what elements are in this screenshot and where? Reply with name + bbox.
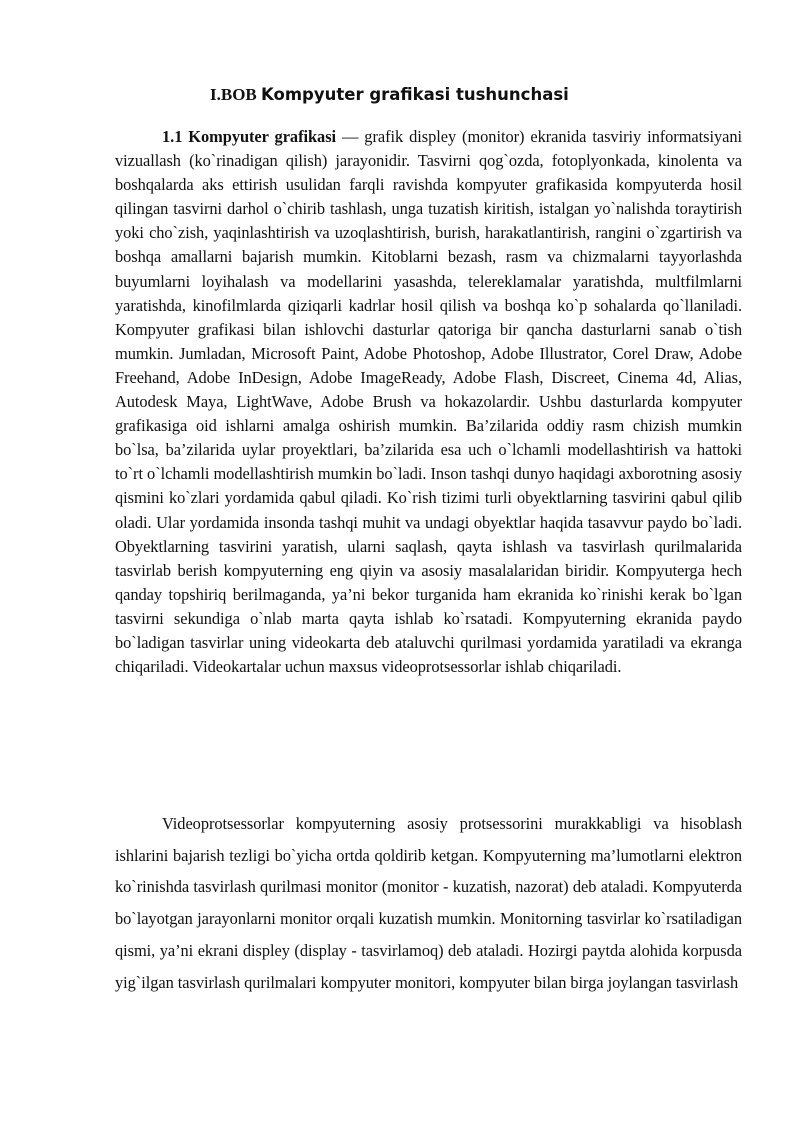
chapter-title-text: Kompyuter grafikasi tushunchasi	[261, 85, 569, 104]
paragraph-2-text: Videoprotsessorlar kompyuterning asosiy protsessorini murakkabligi va hisoblash ishlarini bajarish tezligi bo`yicha ortda qoldirib ketgan. Kompyuterning ma’lumotlarni elektron ko`rinishda tasvirlash qurilmasi monitor (monitor - kuzatish, nazorat) deb ataladi. Kompyuterda bo`layotgan jarayonlarni monitor orqali kuzatish mumkin. Monitorning tasvirlar ko`rsatiladigan qismi, ya’ni ekrani displey (display - tasvirlamoq) deb ataladi. Hozirgi paytda alohida korpusda yig`ilgan tasvirlash qurilmalari kompyuter monitori, kompyuter bilan birga joylangan tasvirlash	[115, 814, 742, 992]
paragraph-1	[115, 125, 742, 679]
chapter-number: I.BOB	[210, 85, 257, 104]
paragraph-1-text: — grafik displey (monitor) ekranida tasviriy informatsiyani vizuallash (ko`rinadigan qilish) jarayonidir. Tasvirni qog`ozda, fotoplyonkada, kinolenta va boshqalarda aks ettirish usulidan farqli ravishda kompyuter grafikasida kompyuterda hosil qilingan tasvirni darhol o`chirib tashlash, unga tuzatish kiritish, istalgan yo`nalishda toraytirish yoki cho`zish, yaqinlashtirish va uzoqlashtirish, burish, harakatlantirish, rangini o`zgartirish va boshqa amallarni bajarish mumkin. Kitoblarni bezash, rasm va chizmalarni tayyorlashda buyumlarni loyihalash va modellarini yasashda, telereklamalar yaratishda, multfilmlarni yaratishda, kinofilmlarda qiziqarli kadrlar hosil qilish va boshqa ko`p sohalarda qo`llaniladi. Kompyuter grafikasi bilan ishlovchi dasturlar qatoriga bir qancha dasturlarni sanab o`tish mumkin. Jumladan, Microsoft Paint, Adobe Photoshop, Adobe Illustrator, Corel Draw, Adobe Freehand, Adobe InDesign, Adobe ImageReady, Adobe Flash, Discreet, Cinema 4d, Alias, Autodesk Maya, LightWave, Adobe Brush va hokazolardir. Ushbu dasturlarda kompyuter grafikasiga oid ishlarni amalga oshirish mumkin. Ba’zilarida oddiy rasm chizish mumkin bo`lsa, ba’zilarida uylar proyektlari, ba’zilarida esa uch o`lchamli modellashtirish va hattoki to`rt o`lchamli modellashtirish mumkin bo`ladi. Inson tashqi dunyo haqidagi axborotning asosiy qismini ko`zlari yordamida qabul qiladi. Ko`rish tizimi turli obyektlarning tasvirini qabul qilib oladi. Ular yordamida insonda tashqi muhit va undagi obyektlar haqida tasavvur paydo bo`ladi. Obyektlarning tasvirini yaratish, ularni saqlash, qayta ishlash va tasvirlash qurilmalarida tasvirlab berish kompyuterning eng qiyin va asosiy masalalaridan biridir. Kompyuterga hech qanday topshiriq berilmaganda, ya’ni bekor turganida ham ekranida ko`rinishi kerak bo`lgan tasvirni sekundiga o`nlab marta qayta ishlab ko`rsatadi. Kompyuterning ekranida paydo bo`ladigan tasvirlar uning videokarta deb ataluvchi qurilmasi yordamida yaratiladi va ekranga chiqariladi. Videokartalar uchun maxsus videoprotsessorlar ishlab chiqariladi.	[115, 127, 742, 677]
paragraph-2	[115, 808, 742, 998]
chapter-title	[210, 84, 569, 106]
section-term: 1.1 Kompyuter grafikasi	[162, 127, 337, 146]
